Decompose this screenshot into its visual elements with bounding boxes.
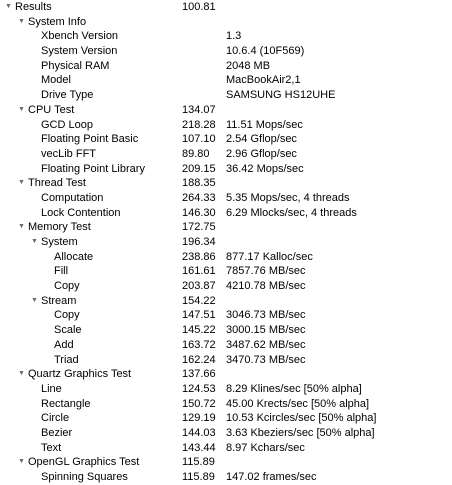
row-name-cell <box>30 59 109 74</box>
row-label: Bezier <box>41 426 73 439</box>
outline-row[interactable] <box>0 308 452 323</box>
outline-row[interactable] <box>0 147 452 162</box>
disclosure-triangle-icon[interactable]: ▼ <box>18 458 25 466</box>
row-name-cell <box>30 29 118 44</box>
row-score: 143.44 <box>182 441 216 454</box>
row-label: System <box>41 236 78 248</box>
row-detail: 45.00 Krects/sec [50% alpha] <box>226 397 370 410</box>
outline-row[interactable] <box>0 206 452 221</box>
row-label: Scale <box>54 324 82 337</box>
row-detail: 3.63 Kbeziers/sec [50% alpha] <box>226 426 375 439</box>
row-detail: 10.53 Kcircles/sec [50% alpha] <box>226 412 377 425</box>
row-score: 162.24 <box>182 353 216 366</box>
outline-row[interactable] <box>0 29 452 44</box>
row-detail: 36.42 Mops/sec <box>226 162 304 175</box>
row-detail: MacBookAir2,1 <box>226 74 301 87</box>
row-name-cell <box>30 88 93 103</box>
row-score: 144.03 <box>182 426 216 439</box>
outline-row[interactable] <box>0 455 452 470</box>
row-label: Thread Test <box>28 177 86 190</box>
row-label: System Version <box>41 45 118 58</box>
outline-row[interactable] <box>0 235 452 250</box>
row-label: Circle <box>41 412 70 425</box>
outline-row[interactable] <box>0 353 452 368</box>
outline-row[interactable] <box>0 44 452 59</box>
row-detail: 6.29 Mlocks/sec, 4 threads <box>226 206 357 219</box>
row-score: 264.33 <box>182 191 216 204</box>
outline-row[interactable] <box>0 338 452 353</box>
row-score: 115.89 <box>182 456 215 469</box>
row-name-cell <box>43 264 68 279</box>
outline-row[interactable] <box>0 220 452 235</box>
row-score: 218.28 <box>182 118 216 131</box>
row-score: 115.89 <box>182 471 215 483</box>
outline-row[interactable] <box>0 15 452 30</box>
row-name-cell <box>30 73 71 88</box>
row-detail: 11.51 Mops/sec <box>226 118 303 131</box>
row-detail: 2048 MB <box>226 59 271 72</box>
disclosure-triangle-icon[interactable]: ▼ <box>18 105 25 113</box>
outline-row[interactable] <box>0 103 452 118</box>
outline-row[interactable] <box>0 132 452 147</box>
row-score: 163.72 <box>182 338 216 351</box>
row-score: 134.07 <box>182 103 216 116</box>
row-name-cell <box>30 441 61 456</box>
row-label: vecLib FFT <box>41 147 97 160</box>
row-detail: 4210.78 MB/sec <box>226 280 306 293</box>
row-name-cell <box>17 15 86 30</box>
outline-row[interactable] <box>0 250 452 265</box>
row-name-cell <box>17 367 131 382</box>
outline-row[interactable] <box>0 470 452 485</box>
outline-row[interactable] <box>0 264 452 279</box>
disclosure-triangle-icon[interactable]: ▼ <box>18 17 25 25</box>
row-label: Copy <box>54 309 80 322</box>
row-name-cell <box>30 191 103 206</box>
row-name-cell <box>17 220 91 235</box>
row-detail: 3487.62 MB/sec <box>226 338 306 351</box>
row-label: Rectangle <box>41 397 91 410</box>
row-label: Line <box>41 382 62 395</box>
row-score: 107.10 <box>182 133 216 146</box>
row-name-cell <box>30 132 138 147</box>
outline-row[interactable] <box>0 367 452 382</box>
row-label: Drive Type <box>41 89 94 102</box>
row-name-cell <box>30 235 78 250</box>
row-score: 129.19 <box>182 412 216 425</box>
row-name-cell <box>30 397 91 412</box>
row-label: Xbench Version <box>41 30 119 43</box>
row-name-cell <box>43 279 80 294</box>
outline-row[interactable] <box>0 323 452 338</box>
row-label: Text <box>41 441 62 454</box>
row-label: Quartz Graphics Test <box>28 368 132 381</box>
row-name-cell <box>43 250 93 265</box>
outline-row[interactable] <box>0 411 452 426</box>
row-score: 161.61 <box>182 265 216 278</box>
row-label: Triad <box>54 353 79 366</box>
row-label: Model <box>41 74 71 87</box>
row-label: Floating Point Basic <box>41 133 139 146</box>
row-detail: 5.35 Mops/sec, 4 threads <box>226 191 350 204</box>
row-score: 154.22 <box>182 294 216 307</box>
outline-row[interactable] <box>0 88 452 103</box>
row-label: OpenGL Graphics Test <box>28 456 140 469</box>
outline-row[interactable] <box>0 176 452 191</box>
row-detail: 1.3 <box>226 30 242 43</box>
row-score: 203.87 <box>182 280 216 293</box>
row-score: 209.15 <box>182 162 216 175</box>
row-name-cell <box>4 0 52 15</box>
row-score: 150.72 <box>182 397 216 410</box>
row-name-cell <box>30 470 128 485</box>
row-label: Lock Contention <box>41 206 121 219</box>
disclosure-triangle-icon[interactable]: ▼ <box>18 179 25 187</box>
outline-row[interactable] <box>0 382 452 397</box>
row-label: Results <box>15 1 52 13</box>
row-detail: 8.97 Kchars/sec <box>226 441 305 454</box>
row-score: 146.30 <box>182 206 216 219</box>
row-score: 196.34 <box>182 236 216 248</box>
row-score: 100.81 <box>182 1 216 13</box>
disclosure-triangle-icon[interactable]: ▼ <box>31 238 38 245</box>
row-label: Physical RAM <box>41 59 110 72</box>
row-detail: 147.02 frames/sec <box>226 471 317 483</box>
row-score: 145.22 <box>182 324 216 337</box>
row-name-cell <box>43 308 80 323</box>
outline-row[interactable] <box>0 294 452 309</box>
outline-row[interactable] <box>0 162 452 177</box>
row-detail: 3046.73 MB/sec <box>226 309 306 322</box>
disclosure-triangle-icon[interactable]: ▼ <box>18 223 25 231</box>
row-score: 124.53 <box>182 382 216 395</box>
disclosure-triangle-icon[interactable]: ▼ <box>18 370 25 378</box>
row-name-cell <box>17 455 139 470</box>
row-label: CPU Test <box>28 103 75 116</box>
row-label: Floating Point Library <box>41 162 145 175</box>
row-score: 238.86 <box>182 250 216 263</box>
row-label: Spinning Squares <box>41 471 128 483</box>
row-name-cell <box>30 44 117 59</box>
row-detail: 3000.15 MB/sec <box>226 324 306 337</box>
row-label: Computation <box>41 191 104 204</box>
row-label: Memory Test <box>28 221 91 234</box>
row-detail: 10.6.4 (10F569) <box>226 45 305 58</box>
row-score: 89.80 <box>182 147 210 160</box>
row-name-cell <box>30 206 121 221</box>
row-detail: SAMSUNG HS12UHE <box>226 89 336 102</box>
row-name-cell <box>43 323 82 338</box>
row-detail: 3470.73 MB/sec <box>226 353 306 366</box>
row-name-cell <box>43 338 74 353</box>
outline-row[interactable] <box>0 118 452 133</box>
row-score: 172.75 <box>182 221 216 234</box>
disclosure-triangle-icon[interactable]: ▼ <box>31 296 38 304</box>
row-label: Fill <box>54 265 69 278</box>
row-name-cell <box>30 118 93 133</box>
row-name-cell <box>30 411 69 426</box>
outline-row[interactable] <box>0 73 452 88</box>
row-name-cell <box>43 353 79 368</box>
row-name-cell <box>30 382 62 397</box>
row-name-cell <box>17 176 86 191</box>
row-detail: 877.17 Kalloc/sec <box>226 250 313 263</box>
outline-row[interactable] <box>0 397 452 412</box>
row-score: 137.66 <box>182 368 216 381</box>
row-name-cell <box>30 294 76 309</box>
outline-row[interactable] <box>0 0 452 15</box>
row-detail: 8.29 Klines/sec [50% alpha] <box>226 382 362 395</box>
row-name-cell <box>17 103 74 118</box>
row-name-cell <box>30 426 72 441</box>
outline-row[interactable] <box>0 441 452 456</box>
row-label: Allocate <box>54 250 94 263</box>
row-name-cell <box>30 147 96 162</box>
row-detail: 2.96 Gflop/sec <box>226 147 297 160</box>
outline-row[interactable] <box>0 426 452 441</box>
row-detail: 2.54 Gflop/sec <box>226 133 297 146</box>
row-label: Add <box>54 338 74 351</box>
row-detail: 7857.76 MB/sec <box>226 265 306 278</box>
row-label: Stream <box>41 294 77 307</box>
row-score: 188.35 <box>182 177 216 190</box>
row-score: 147.51 <box>182 309 216 322</box>
disclosure-triangle-icon[interactable]: ▼ <box>5 3 12 10</box>
outline-row[interactable] <box>0 59 452 74</box>
row-label: GCD Loop <box>41 118 93 131</box>
row-label: Copy <box>54 280 80 293</box>
outline-row[interactable] <box>0 279 452 294</box>
outline-row[interactable] <box>0 191 452 206</box>
row-label: System Info <box>28 15 87 28</box>
row-name-cell <box>30 162 145 177</box>
